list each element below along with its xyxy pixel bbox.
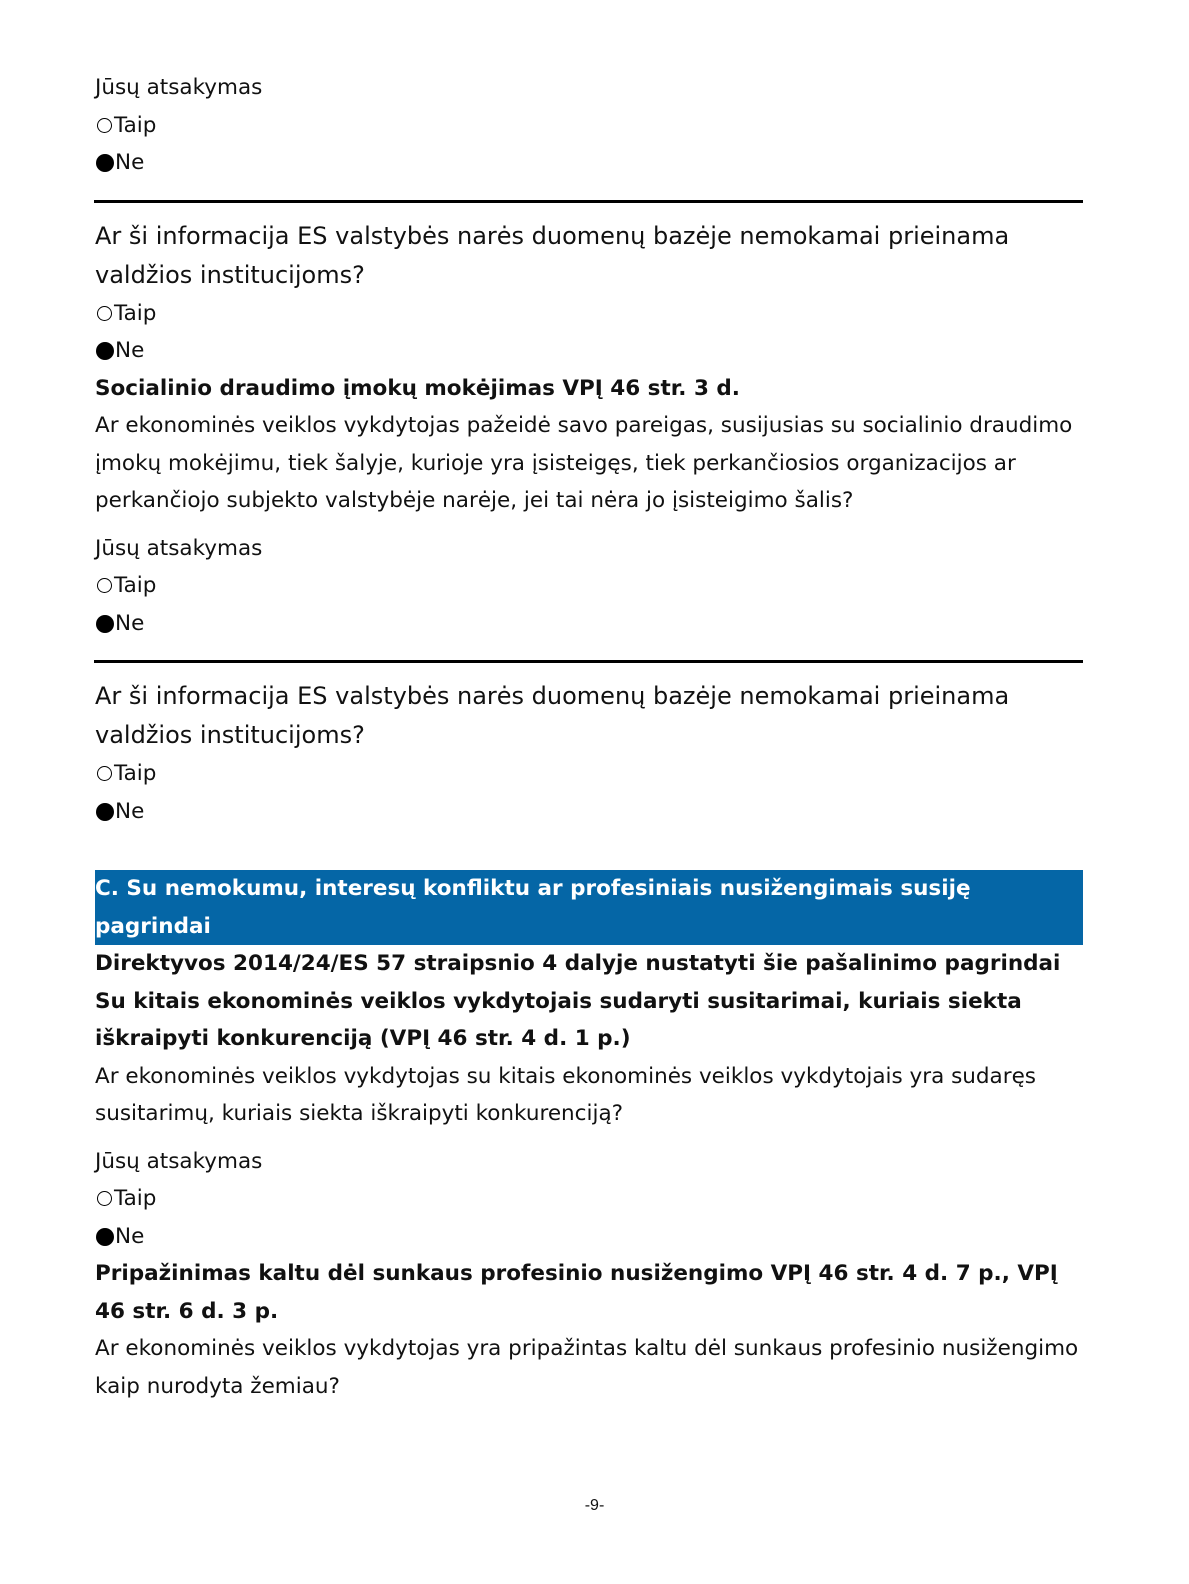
option-yes[interactable] bbox=[95, 295, 1085, 333]
divider bbox=[94, 660, 1083, 663]
document-page bbox=[95, 69, 1085, 1405]
option-label: Ne bbox=[115, 610, 145, 636]
option-label: Ne bbox=[115, 338, 145, 363]
answer-label: Jūsų atsakymas bbox=[95, 535, 263, 561]
misconduct-question: Ar ekonominės veiklos vykdytojas yra pripažintas kaltu dėl sunkaus profesinio nusižengimo kaip nurodyta žemiau? bbox=[95, 1336, 1079, 1399]
radio-filled-icon[interactable] bbox=[96, 615, 114, 633]
option-no[interactable] bbox=[95, 605, 1085, 643]
option-label: Taip bbox=[114, 300, 157, 326]
radio-empty-icon[interactable] bbox=[97, 766, 112, 781]
option-label: Taip bbox=[114, 112, 157, 138]
option-label: Taip bbox=[114, 573, 157, 598]
option-label: Ne bbox=[115, 1223, 145, 1249]
option-yes[interactable] bbox=[95, 755, 1085, 793]
divider bbox=[94, 200, 1083, 203]
section-c-heading: Direktyvos 2014/24/ES 57 straipsnio 4 dalyje nustatyti šie pašalinimo pagrindai bbox=[95, 951, 1061, 976]
radio-filled-icon[interactable] bbox=[96, 803, 114, 821]
section-c-banner: C. Su nemokumu, interesų konfliktu ar profesiniais nusižengimais susiję pagrindai bbox=[95, 870, 1083, 945]
option-label: Taip bbox=[114, 761, 157, 786]
agreements-question: Ar ekonominės veiklos vykdytojas su kitais ekonominės veiklos vykdytojais yra sudaręs susitarimų, kuriais siekta iškraipyti konkurenciją? bbox=[95, 1063, 1037, 1126]
option-no[interactable] bbox=[95, 144, 1085, 182]
db-question: Ar ši informacija ES valstybės narės duomenų bazėje nemokamai prieinama valdžios institucijoms? bbox=[95, 682, 1010, 749]
agreements-heading: Su kitais ekonominės veiklos vykdytojais sudaryti susitarimai, kuriais siekta iškraipyti konkurenciją (VPĮ 46 str. 4 d. 1 p.) bbox=[95, 988, 1022, 1051]
option-no[interactable] bbox=[95, 1218, 1085, 1256]
social-insurance-heading: Socialinio draudimo įmokų mokėjimas VPĮ 46 str. 3 d. bbox=[95, 375, 740, 401]
option-no[interactable] bbox=[95, 793, 1085, 831]
radio-empty-icon[interactable] bbox=[97, 306, 112, 321]
misconduct-heading: Pripažinimas kaltu dėl sunkaus profesinio nusižengimo VPĮ 46 str. 4 d. 7 p., VPĮ 46 str. 6 d. 3 p. bbox=[95, 1261, 1058, 1324]
answer-label: Jūsų atsakymas bbox=[95, 1148, 263, 1174]
db-question: Ar ši informacija ES valstybės narės duomenų bazėje nemokamai prieinama valdžios institucijoms? bbox=[95, 221, 1010, 289]
answer-label: Jūsų atsakymas bbox=[95, 75, 263, 100]
option-label: Taip bbox=[114, 1186, 157, 1211]
radio-filled-icon[interactable] bbox=[96, 342, 114, 360]
radio-empty-icon[interactable] bbox=[97, 1191, 112, 1206]
radio-empty-icon[interactable] bbox=[97, 118, 112, 133]
option-label: Ne bbox=[115, 150, 145, 175]
option-yes[interactable] bbox=[95, 107, 1085, 145]
radio-filled-icon[interactable] bbox=[96, 1228, 114, 1246]
page-number: -9- bbox=[584, 1497, 605, 1514]
radio-filled-icon[interactable] bbox=[96, 154, 114, 172]
option-yes[interactable] bbox=[95, 567, 1085, 605]
radio-empty-icon[interactable] bbox=[97, 578, 112, 593]
option-label: Ne bbox=[115, 798, 145, 824]
option-no[interactable] bbox=[95, 332, 1085, 370]
social-insurance-question: Ar ekonominės veiklos vykdytojas pažeidė savo pareigas, susijusias su socialinio draudimo įmokų mokėjimu, tiek šalyje, kurioje yra įsisteigęs, tiek perkančiosios organizacijos ar perkančiojo subjekto valstybėje narėje, jei tai nėra jo įsisteigimo šalis? bbox=[95, 413, 1073, 513]
option-yes[interactable] bbox=[95, 1180, 1085, 1218]
